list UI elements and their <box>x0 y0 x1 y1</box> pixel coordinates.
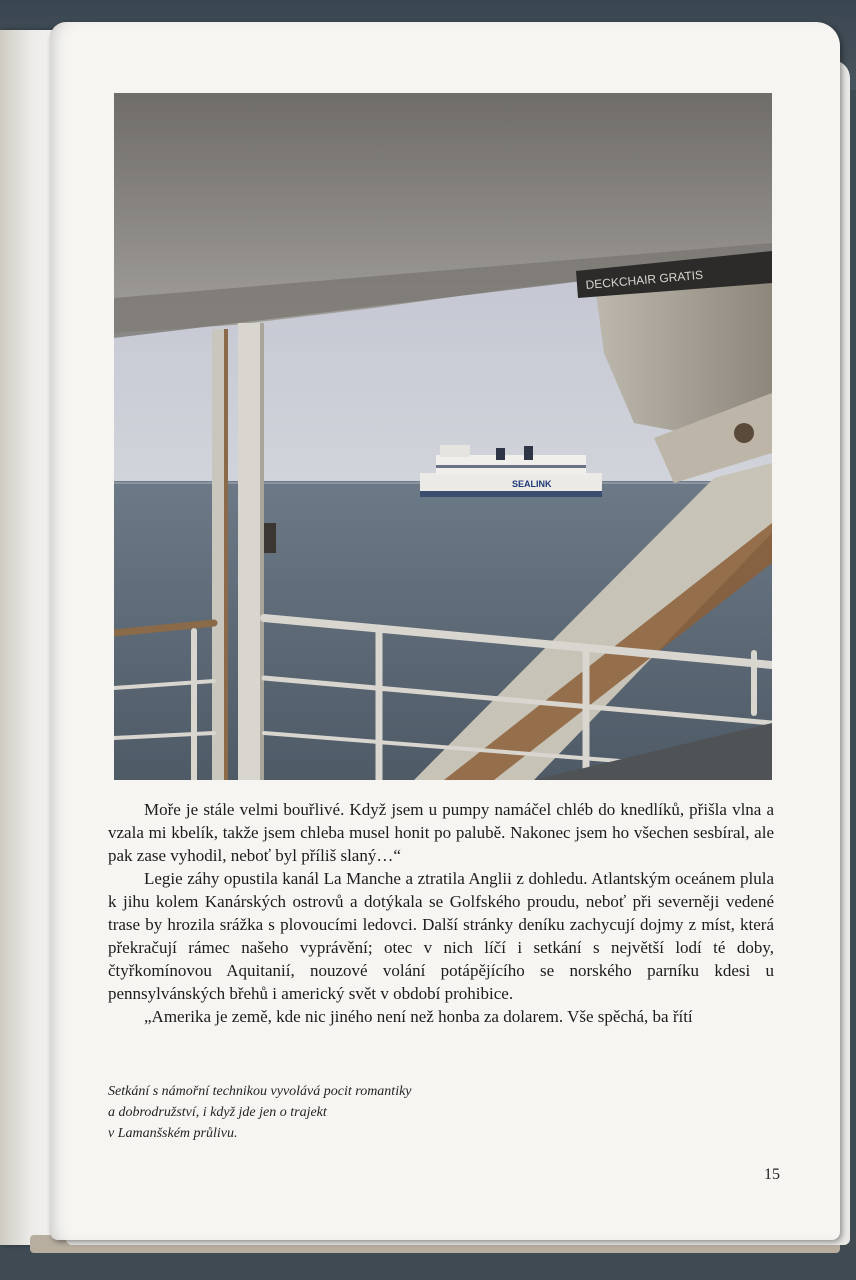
ferry-logo: SEALINK <box>512 479 552 489</box>
svg-text:DECKCHAIR GRATIS: DECKCHAIR GRATIS <box>585 267 704 292</box>
ferry-photograph <box>114 93 772 780</box>
post-left <box>212 329 226 780</box>
caption-line: v Lamanšském průlivu. <box>108 1126 238 1141</box>
photo-caption <box>108 1081 508 1144</box>
paragraph: Legie záhy opustila kanál La Manche a ztratila Anglii z dohledu. Atlantským oceánem plula k jihu kolem Kanárských ostrovů a dotýkala se Golfského proudu, neboť při severněji vedené trase by hrozila srážka s plovoucími ledovci. Další stránky deníku zachycují dojmy z míst, která překračují rámec našeho vyprávění; otec v nich líčí i setkání s největší lodí té doby, čtyřkomínovou Aquitanií, nouzové volání potápějícího se norského parníku kdesi u pennsylvánských břehů i americký svět v období prohibice. <box>108 869 774 1003</box>
caption-line: Setkání s námořní technikou vyvolává pocit romantiky <box>108 1084 412 1099</box>
caption-line: a dobrodružství, i když jde jen o trajekt <box>108 1105 327 1120</box>
body-text <box>108 798 774 1028</box>
paragraph: „Amerika je země, kde nic jiného není než honba za dolarem. Vše spěchá, ba řítí <box>144 1007 693 1026</box>
page-number: 15 <box>764 1166 780 1183</box>
paragraph: Moře je stále velmi bouřlivé. Když jsem u pumpy namáčel chléb do knedlíků, přišla vlna a vzala mi kbelík, takže jsem chleba musel honit po palubě. Nakonec jsem ho všechen sesbíral, ale pak zase vyhodil, neboť byl příliš slaný…“ <box>108 800 774 865</box>
